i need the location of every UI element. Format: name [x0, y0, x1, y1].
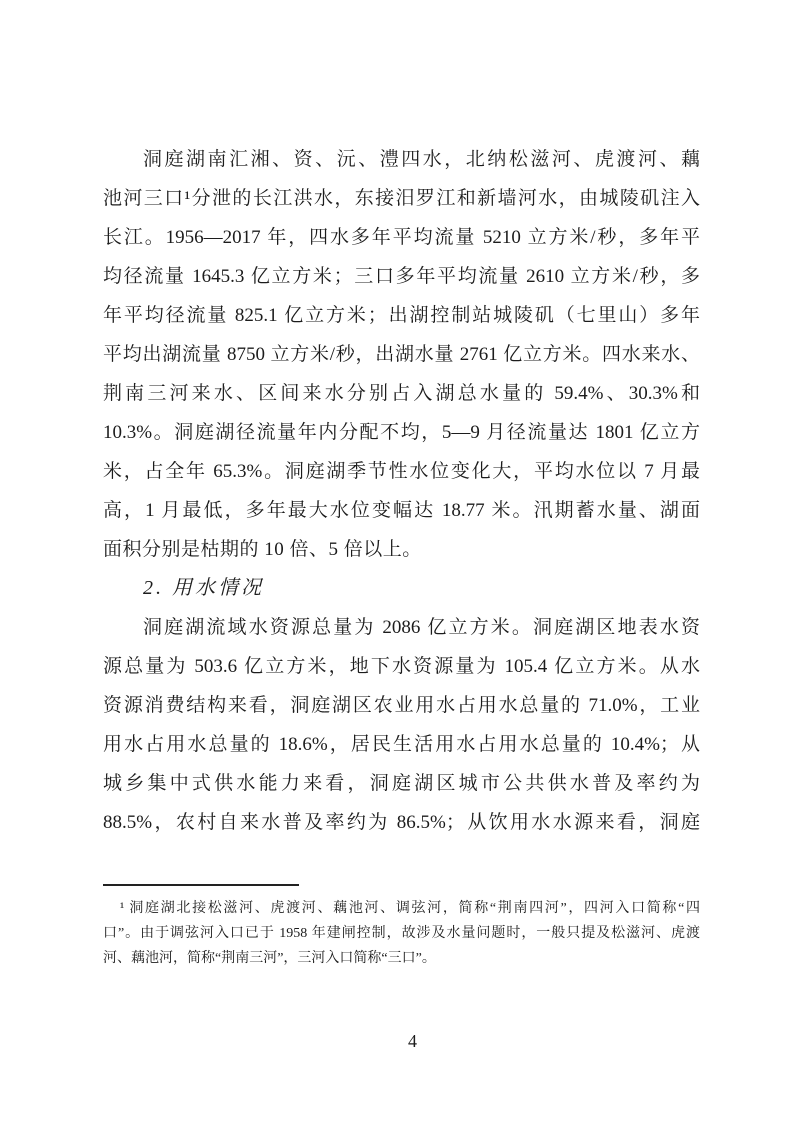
- body-paragraph-1: [103, 140, 700, 569]
- footnote-separator: [103, 884, 299, 886]
- text-line: 城乡集中式供水能力来看，洞庭湖区城市公共供水普及率约为: [103, 773, 700, 794]
- footnote-text: [103, 896, 700, 971]
- page-body: [103, 140, 700, 842]
- text-line: 池河三口¹分泄的长江洪水，东接汨罗江和新墙河水，由城陵矶注入: [103, 188, 700, 209]
- text-line: 均径流量 1645.3 亿立方米；三口多年平均流量 2610 立方米/秒，多: [103, 266, 700, 287]
- text-line: 年平均径流量 825.1 亿立方米；出湖控制站城陵矶（七里山）多年: [103, 305, 700, 326]
- section-heading: 2. 用水情况: [143, 577, 264, 599]
- text-line: 洞庭湖南汇湘、资、沅、澧四水，北纳松滋河、虎渡河、藕: [143, 149, 700, 170]
- text-line: 资源消费结构来看，洞庭湖区农业用水占用水总量的 71.0%，工业: [103, 695, 700, 716]
- body-paragraph-2: [103, 608, 700, 842]
- text-line: 洞庭湖流域水资源总量为 2086 亿立方米。洞庭湖区地表水资: [143, 617, 700, 638]
- text-line: ¹ 洞庭湖北接松滋河、虎渡河、藕池河、调弦河，简称“荆南四河”，四河入口简称“四: [120, 901, 700, 916]
- text-line: 口”。由于调弦河入口已于 1958 年建闸控制，故涉及水量问题时，一般只提及松滋河、虎渡: [103, 926, 700, 941]
- text-line: 10.3%。洞庭湖径流量年内分配不均，5—9 月径流量达 1801 亿立方: [103, 422, 700, 443]
- text-line: 88.5%，农村自来水普及率约为 86.5%；从饮用水水源来看，洞庭: [103, 812, 700, 833]
- text-line: 源总量为 503.6 亿立方米，地下水资源量为 105.4 亿立方米。从水: [103, 656, 700, 677]
- text-line: 长江。1956—2017 年，四水多年平均流量 5210 立方米/秒，多年平: [103, 227, 700, 248]
- text-line: 高，1 月最低，多年最大水位变幅达 18.77 米。汛期蓄水量、湖面: [103, 500, 700, 521]
- text-line: 米，占全年 65.3%。洞庭湖季节性水位变化大，平均水位以 7 月最: [103, 461, 700, 482]
- footnote: [103, 884, 700, 971]
- text-line: 用水占用水总量的 18.6%，居民生活用水占用水总量的 10.4%；从: [103, 734, 700, 755]
- text-line: 平均出湖流量 8750 立方米/秒，出湖水量 2761 亿立方米。四水来水、: [103, 344, 700, 365]
- text-line: 河、藕池河，简称“荆南三河”，三河入口简称“三口”。: [103, 951, 436, 966]
- text-line: 面积分别是枯期的 10 倍、5 倍以上。: [103, 539, 422, 560]
- text-line: 荆南三河来水、区间来水分别占入湖总水量的 59.4%、30.3%和: [103, 383, 700, 404]
- page-number: 4: [408, 1031, 417, 1051]
